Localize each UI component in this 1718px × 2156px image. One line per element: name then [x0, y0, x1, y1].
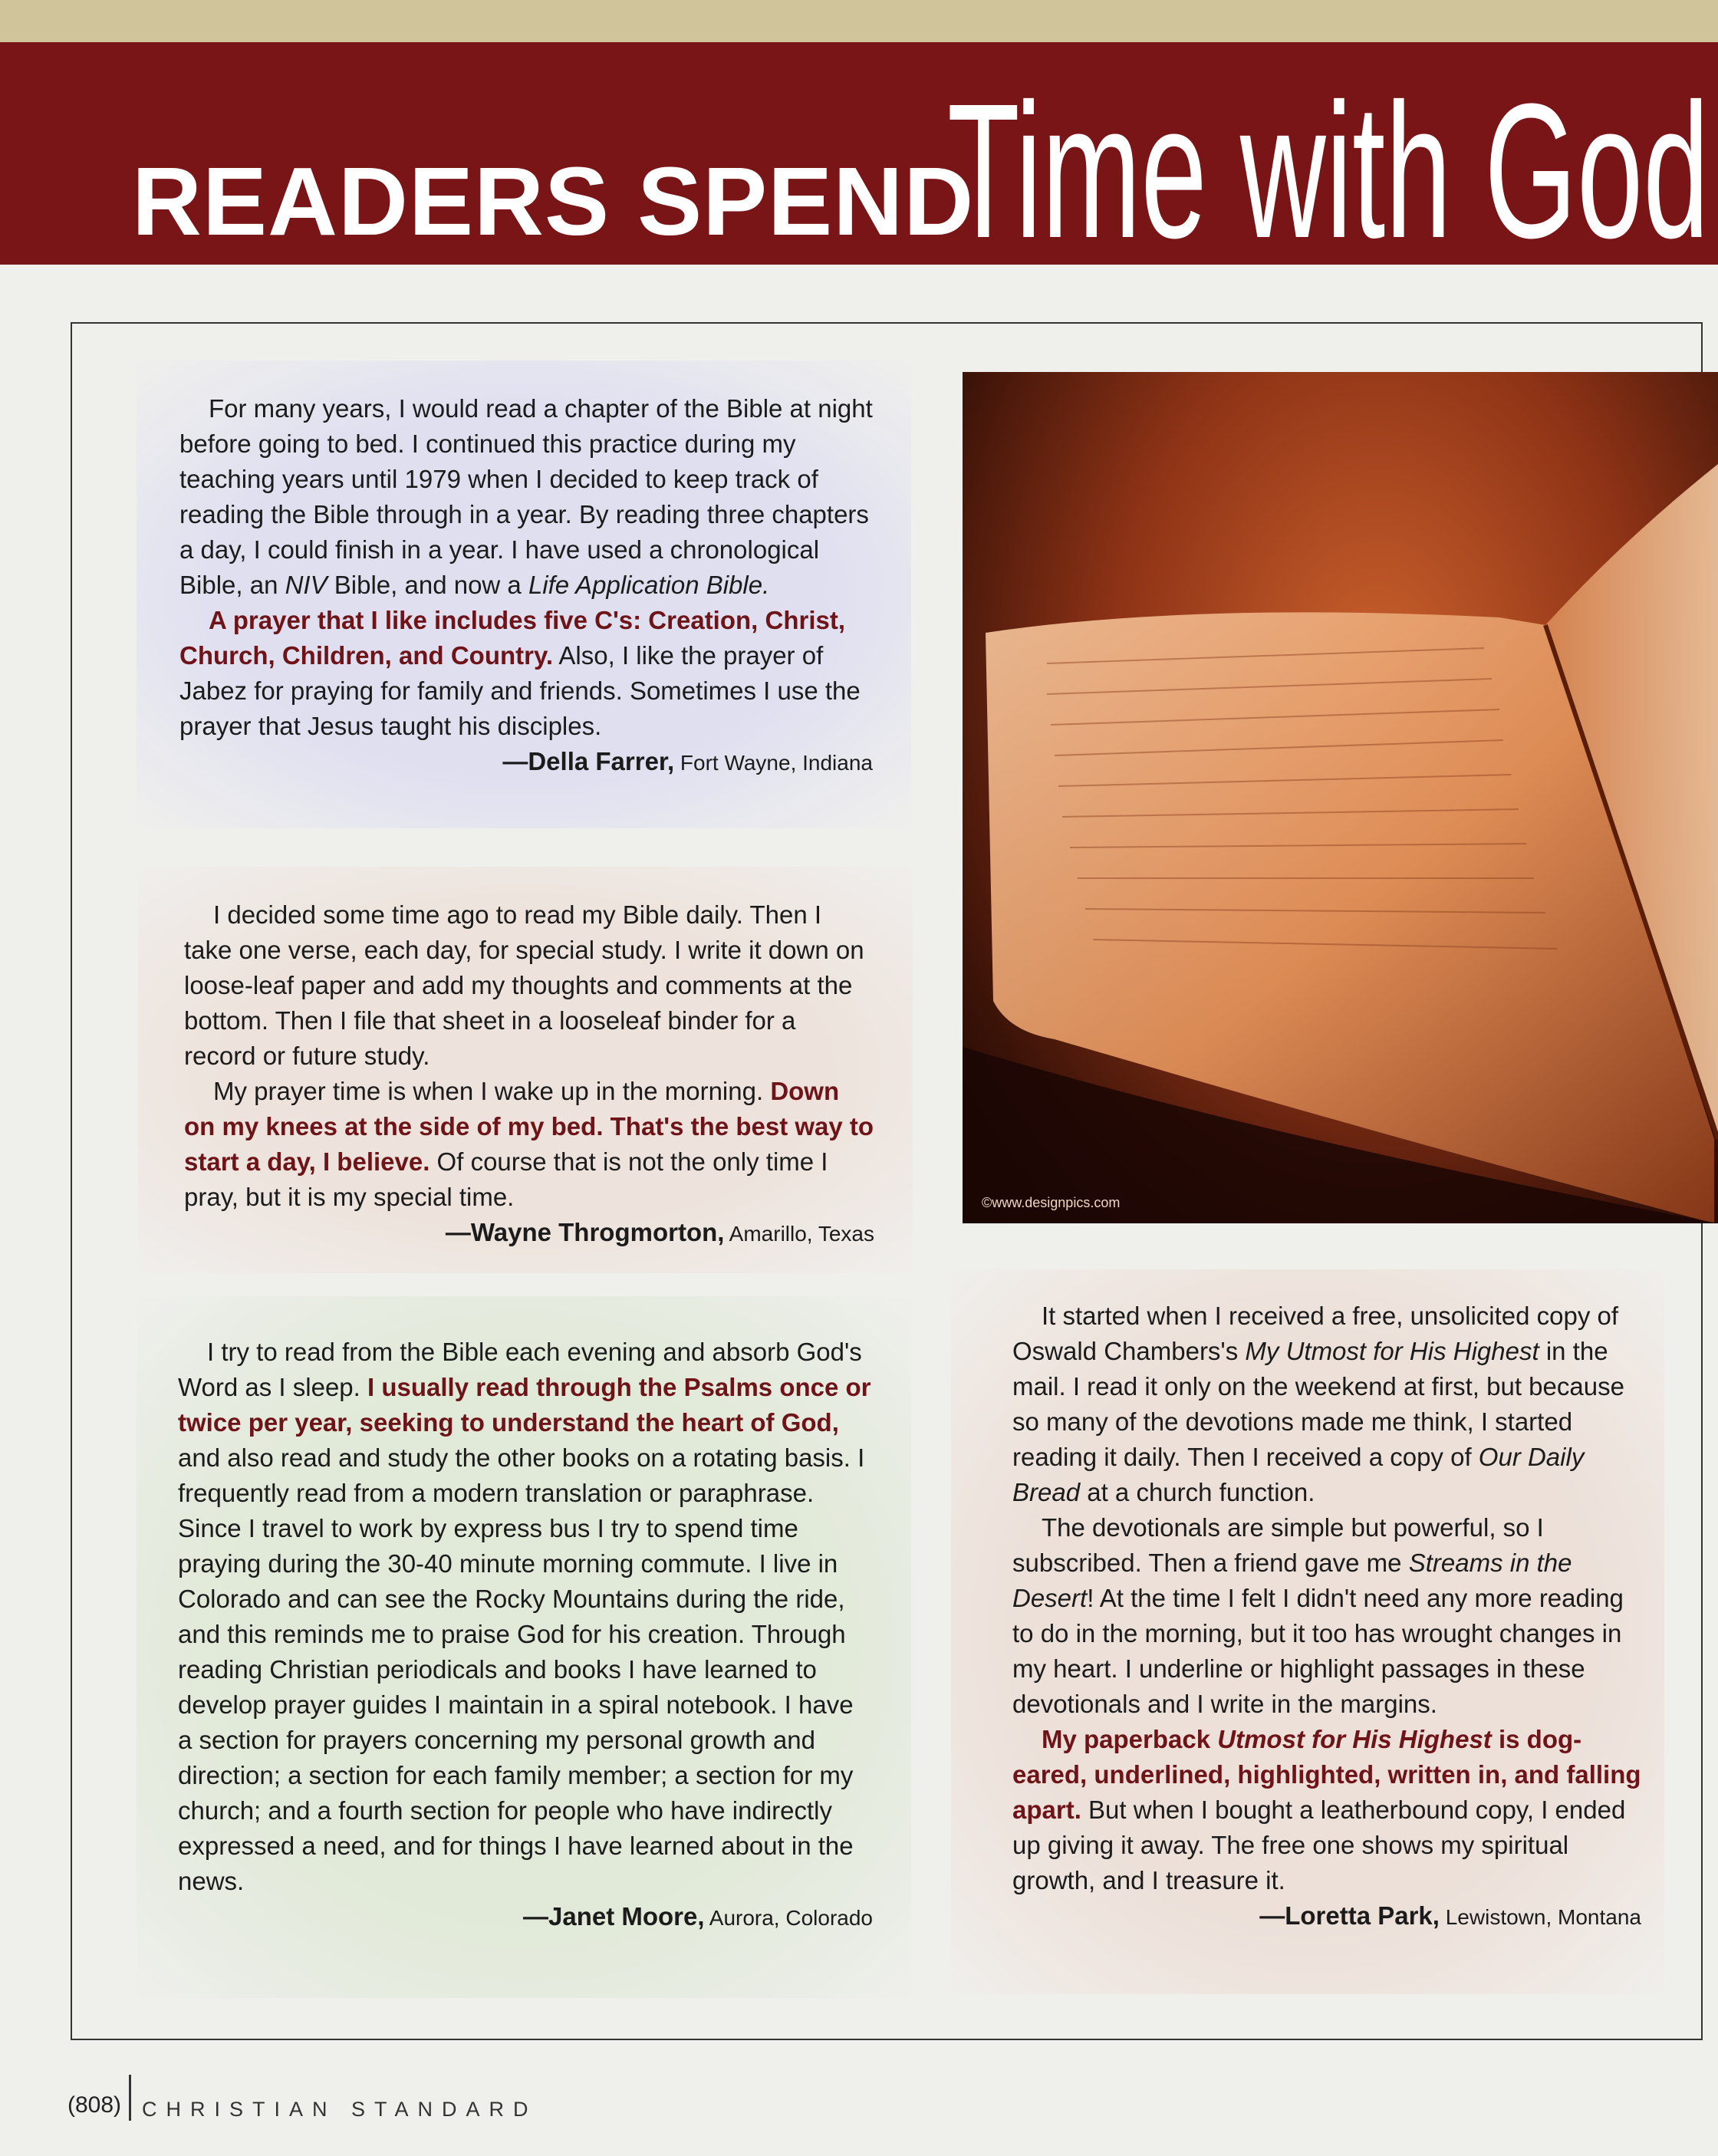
text-run: Down on my knees at the side of my bed. That's the best way to start a day, I believe.	[184, 1077, 874, 1176]
text-run: I usually read through the Psalms once or twice per year, seeking to understand the heart of God,	[178, 1373, 871, 1437]
text-run: A prayer that I like includes five C's: Creation, Christ, Church, Children, and Country.	[179, 606, 846, 670]
text-run: It started when I received a free, unsolicited copy of Oswald Chambers's	[1012, 1302, 1619, 1365]
text-run: Of course that is not the only time I pray, but it is my special time.	[184, 1147, 828, 1211]
text-run: The devotionals are simple but powerful, so I subscribed. Then a friend gave me	[1012, 1513, 1544, 1577]
letter-paragraph	[184, 897, 874, 1074]
text-run: Our Daily Bread	[1012, 1443, 1585, 1506]
text-run: I decided some time ago to read my Bible daily. Then I take one verse, each day, for special study. I write it down on loose-leaf paper and add my thoughts and comments at the bottom. Then I file that sheet in a looseleaf binder for a record or future study.	[184, 900, 864, 1070]
text-run: Streams in the Desert	[1012, 1549, 1572, 1612]
author-name: —Wayne Throgmorton,	[445, 1218, 725, 1246]
text-run: and also read and study the other books on a rotating basis. I frequently read from a modern translation or paraphrase. Since I travel to work by express bus I try to spend time praying during the 30-40 minute morning commute. I live in Colorado and can see the Rocky Mountains during the ride, and this reminds me to praise God for his creation. Through reading Christian periodicals and books I have learned to develop prayer guides I maintain in a spiral notebook. I have a section for prayers concerning my personal growth and direction; a section for each family member; a section for my church; and a fourth section for people who have indirectly expressed a need, and for things I have learned about in the news.	[178, 1443, 865, 1895]
footer-divider	[129, 2075, 131, 2121]
letter-box	[137, 1296, 911, 1998]
top-strip	[0, 0, 1718, 46]
text-run: Also, I like the prayer of Jabez for praying for family and friends. Sometimes I use the prayer that Jesus taught his disciples.	[179, 641, 861, 740]
letter-paragraph	[179, 603, 873, 744]
text-run: NIV	[285, 571, 327, 599]
letter-signature	[178, 1899, 873, 1936]
text-run: For many years, I would read a chapter of the Bible at night before going to bed. I continued this practice during my teaching years until 1979 when I decided to keep track of reading the Bible through in a year. By reading three chapters a day, I could finish in a year. I have used a chronological Bible, an	[179, 394, 873, 599]
letter-paragraph	[179, 391, 873, 603]
letter-box	[951, 1269, 1664, 1994]
text-run: ! At the time I felt I didn't need any more reading to do in the morning, but it too has wrought changes in my heart. I underline or highlight passages in these devotionals and I write in the margins.	[1012, 1584, 1624, 1718]
letter-paragraph	[184, 1074, 874, 1215]
letter-box	[137, 360, 911, 828]
author-location: Amarillo, Texas	[724, 1222, 874, 1246]
letter-paragraph	[178, 1335, 873, 1899]
text-run: I try to read from the Bible each evening and absorb God's Word as I sleep.	[178, 1338, 862, 1401]
letter-signature	[179, 744, 873, 781]
title-small: READERS SPEND	[132, 147, 975, 255]
author-location: Lewistown, Montana	[1439, 1905, 1641, 1929]
author-location: Aurora, Colorado	[704, 1906, 873, 1930]
letter-paragraph	[1012, 1722, 1641, 1898]
title-big: Time with God	[947, 64, 1710, 278]
text-run: My paperback	[1042, 1725, 1218, 1753]
text-run: Life Application Bible.	[528, 571, 770, 599]
text-run: at a church function.	[1080, 1478, 1315, 1506]
text-run: in the mail. I read it only on the weekend at first, but because so many of the devotions made me think, I started reading it daily. Then I received a copy of	[1012, 1337, 1624, 1471]
magazine-name: CHRISTIAN STANDARD	[142, 2098, 538, 2121]
text-run: My Utmost for His Highest	[1245, 1337, 1539, 1365]
author-name: —Loretta Park,	[1259, 1901, 1440, 1930]
text-run: is dog-eared, underlined, highlighted, written in, and falling apart.	[1012, 1725, 1641, 1824]
author-name: —Janet Moore,	[522, 1902, 705, 1931]
letter-signature	[184, 1215, 874, 1252]
open-bible-illustration	[963, 372, 1718, 1223]
text-run: Utmost for His Highest	[1217, 1725, 1492, 1753]
author-name: —Della Farrer,	[502, 747, 675, 775]
page-number: (808)	[67, 2092, 122, 2118]
text-run: My prayer time is when I wake up in the morning.	[213, 1077, 771, 1105]
letter-paragraph	[1012, 1299, 1641, 1510]
letter-box	[138, 867, 913, 1273]
text-run: Bible, and now a	[327, 571, 528, 599]
letter-signature	[1012, 1898, 1641, 1935]
letter-paragraph	[1012, 1510, 1641, 1722]
photo-credit: ©www.designpics.com	[982, 1195, 1121, 1210]
bible-photo	[963, 372, 1718, 1223]
text-run: But when I bought a leatherbound copy, I ended up giving it away. The free one shows my spiritual growth, and I treasure it.	[1012, 1796, 1626, 1894]
author-location: Fort Wayne, Indiana	[674, 751, 873, 775]
